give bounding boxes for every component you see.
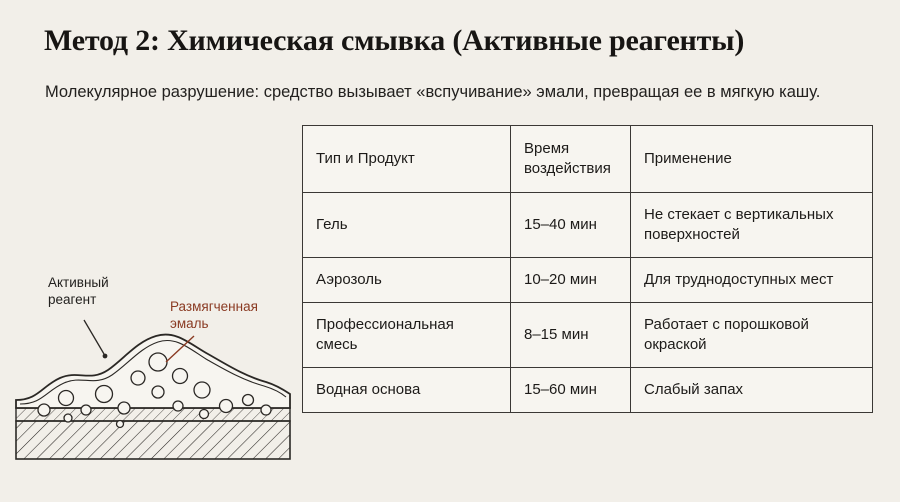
table-body xyxy=(303,193,873,413)
cell-type: Профессиональная смесь xyxy=(303,303,511,368)
page-subtitle: Молекулярное разрушение: средство вызывает «вспучивание» эмали, превращая ее в мягкую кашу. xyxy=(45,83,821,101)
cell-time: 15–40 мин xyxy=(511,193,631,258)
cell-use: Не стекает с вертикальных поверхностей xyxy=(631,193,873,258)
table-header-row xyxy=(303,126,873,193)
cell-time: 8–15 мин xyxy=(511,303,631,368)
page-title: Метод 2: Химическая смывка (Активные реагенты) xyxy=(44,24,745,57)
diagram-label-active-reagent xyxy=(48,274,158,308)
table-row xyxy=(303,368,873,413)
cell-type: Гель xyxy=(303,193,511,258)
cell-use: Для труднодоступных мест xyxy=(631,258,873,303)
cell-time: 10–20 мин xyxy=(511,258,631,303)
cell-type: Водная основа xyxy=(303,368,511,413)
spec-table xyxy=(302,125,873,413)
table-header xyxy=(303,126,873,193)
table-row xyxy=(303,193,873,258)
table-row xyxy=(303,303,873,368)
column-header-time-line1: Время xyxy=(524,140,570,157)
column-header-time-line2: воздействия xyxy=(524,160,611,177)
diagram-label-active-line2: реагент xyxy=(48,292,97,307)
spec-table-container xyxy=(302,125,872,413)
column-header-use: Применение xyxy=(631,126,873,193)
cell-type: Аэрозоль xyxy=(303,258,511,303)
diagram-chemical-stripping xyxy=(8,258,298,473)
table-row xyxy=(303,258,873,303)
column-header-type: Тип и Продукт xyxy=(303,126,511,193)
cell-use: Слабый запах xyxy=(631,368,873,413)
diagram-label-active-line1: Активный xyxy=(48,275,109,290)
column-header-time xyxy=(511,126,631,193)
cell-use: Работает с порошковой окраской xyxy=(631,303,873,368)
diagram-label-soft-line2: эмаль xyxy=(170,316,209,331)
diagram-label-soft-line1: Размягченная xyxy=(170,299,258,314)
diagram-label-softened-enamel xyxy=(170,298,290,332)
cell-time: 15–60 мин xyxy=(511,368,631,413)
